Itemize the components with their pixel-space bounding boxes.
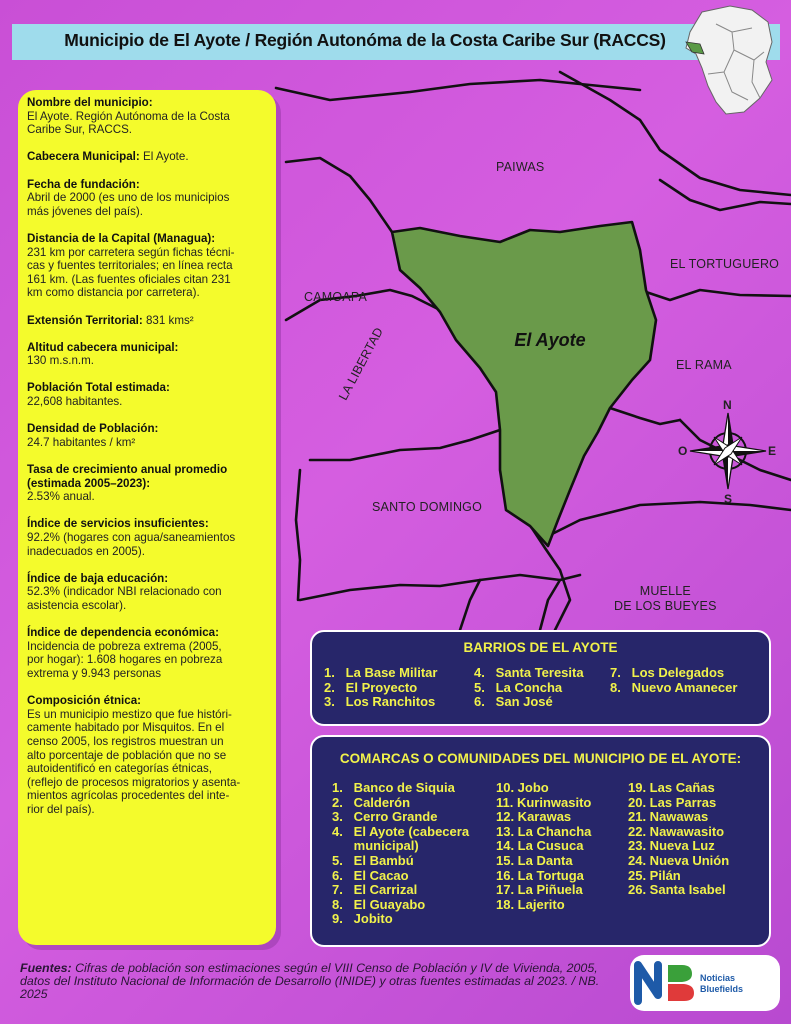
comarcas-column-1: [332, 781, 469, 927]
comarca-item: 19. Las Cañas: [628, 780, 715, 795]
compass-east: E: [768, 444, 777, 458]
comarca-item: 2. Calderón: [332, 794, 411, 810]
info-label: Índice de baja educación:: [27, 571, 169, 585]
comarca-item: 14. La Cusuca: [496, 838, 584, 854]
comarca-item: 21. Nawawas: [628, 809, 709, 825]
barrios-column-3: [610, 666, 737, 695]
info-label: Índice de servicios insuficientes:: [27, 517, 209, 531]
border-north-right: [560, 72, 791, 195]
border-santodomingo-south: [300, 575, 560, 600]
comarca-item: 8. El Guayabo: [332, 896, 426, 912]
region-label-paiwas: PAIWAS: [496, 160, 545, 174]
comarca-item: 7. El Carrizal: [332, 882, 418, 898]
info-section: [27, 96, 271, 137]
barrio-item: 2. El Proyecto: [324, 679, 418, 695]
comarca-item: 6. El Cacao: [332, 867, 409, 883]
info-label: Altitud cabecera municipal:: [27, 340, 179, 354]
region-label-muelle-de-los-bueyes: MUELLE DE LOS BUEYES: [614, 584, 717, 613]
info-label: Densidad de Población:: [27, 422, 159, 436]
border-paiwas-west: [286, 158, 392, 232]
comarcas-title: COMARCAS O COMUNIDADES DEL MUNICIPIO DE EL AYOTE:: [339, 751, 742, 766]
info-section: [27, 341, 271, 368]
sources-text: Cifras de población son estimaciones según el VIII Censo de Población y IV de Vivienda, 2005, datos del Instituto Nacional de Información de Desarrollo (INIDE) y otras fuentes estimadas al 2023. / NB. 2025: [20, 961, 600, 1002]
border-libertad-south: [310, 430, 500, 460]
barrio-item: 8. Nuevo Amanecer: [610, 679, 738, 695]
info-panel-content: [27, 96, 271, 830]
info-section: [27, 422, 271, 449]
comarca-item: 16. La Tortuga: [496, 867, 584, 883]
comarca-item: 23. Nueva Luz: [628, 838, 715, 854]
border-elrama-south: [610, 408, 680, 424]
info-label: Distancia de la Capital (Managua):: [27, 231, 216, 245]
info-value: 2.53% anual.: [27, 490, 95, 504]
region-label-camoapa: CAMOAPA: [304, 290, 367, 304]
info-section: [27, 381, 271, 408]
compass-north: N: [723, 398, 732, 412]
border-north-top: [276, 80, 640, 100]
comarca-item: 18. Lajerito: [496, 896, 565, 912]
barrio-item: 7. Los Delegados: [610, 665, 725, 680]
comarca-item: 15. La Danta: [496, 852, 573, 868]
region-label-la-libertad: LA LIBERTAD: [336, 325, 387, 403]
border-libertad-west: [296, 470, 300, 600]
comarca-item: 1. Banco de Siquia: [332, 780, 455, 795]
info-value: Es un municipio mestizo que fue históri- camente habitado por Misquitos. En el censo 2005, los registros muestran un alto porcentaje de población que no se autoidentificó en categorías étnicas, (reflejo de procesos migratorios y asenta- mientos agrícolas procedentes del inte- rior del país).: [27, 707, 241, 816]
info-section: [27, 178, 271, 219]
info-value: 130 m.s.n.m.: [27, 354, 95, 368]
nb-logo-mark: [634, 957, 698, 1009]
compass-west: O: [678, 444, 688, 458]
nb-logo: [630, 955, 780, 1011]
el-ayote-label: El Ayote: [514, 330, 586, 350]
comarca-item: 9. Jobito: [332, 911, 393, 927]
info-panel: [18, 90, 276, 945]
comarca-item: 17. La Piñuela: [496, 882, 583, 898]
info-section: [27, 314, 271, 328]
region-label-santo-domingo: SANTO DOMINGO: [372, 500, 483, 514]
info-value: 831 kms²: [142, 313, 194, 327]
barrio-item: 6. San José: [474, 694, 553, 710]
nb-logo-brand: Noticias Bluefields: [700, 973, 744, 994]
barrio-item: 4. Santa Teresita: [474, 665, 584, 680]
comarca-item: 25. Pilán: [628, 867, 681, 883]
info-label: Índice de dependencia económica:: [27, 626, 219, 640]
barrios-box: [310, 630, 771, 726]
comarca-item: 13. La Chancha: [496, 823, 592, 839]
comarca-item: 10. Jobo: [496, 780, 549, 795]
info-label: Composición étnica:: [27, 694, 142, 708]
info-value: 22,608 habitantes.: [27, 395, 123, 409]
info-value: Abril de 2000 (es uno de los municipios más jóvenes del país).: [27, 191, 230, 218]
info-label: Cabecera Municipal:: [27, 150, 140, 164]
comarcas-column-2: [496, 781, 591, 912]
info-label: Tasa de crecimiento anual promedio (estimada 2005–2023):: [27, 463, 228, 490]
el-ayote-polygon: [392, 222, 656, 546]
info-value: 231 km por carretera según fichas técni- cas y fuentes territoriales; en línea recta 161 km. (Las fuentes oficiales citan 231 km como distancia por carretera).: [27, 245, 235, 300]
sources-note: [20, 962, 610, 1002]
barrio-item: 3. Los Ranchitos: [324, 694, 436, 710]
info-section: [27, 150, 271, 164]
comarca-item: 22. Nawawasito: [628, 823, 725, 839]
comarca-item: 11. Kurinwasito: [496, 794, 592, 810]
info-value: El Ayote.: [139, 150, 189, 164]
border-muelle-north: [540, 502, 791, 540]
comarcas-column-3: [628, 781, 729, 898]
comarca-item: 20. Las Parras: [628, 794, 717, 810]
info-section: [27, 232, 271, 300]
comarca-item: 4. El Ayote (cabecera: [332, 823, 470, 839]
info-value: 92.2% (hogares con agua/saneamientos inadecuados en 2005).: [27, 531, 236, 558]
info-section: [27, 572, 271, 613]
info-value: 52.3% (indicador NBI relacionado con asistencia escolar).: [27, 585, 222, 612]
info-value: El Ayote. Región Autónoma de la Costa Caribe Sur, RACCS.: [27, 109, 230, 137]
border-bottom-center: [460, 580, 480, 630]
region-label-el-rama: EL RAMA: [676, 358, 732, 372]
barrio-item: 5. La Concha: [474, 679, 563, 695]
info-label: Extensión Territorial:: [27, 313, 143, 327]
comarca-item: 24. Nueva Unión: [628, 852, 730, 868]
barrios-column-2: [474, 666, 584, 710]
info-value: Incidencia de pobreza extrema (2005, por hogar): 1.608 hogares en pobreza extrema y 9.943 personas: [27, 639, 223, 680]
info-section: [27, 517, 271, 558]
barrios-column-1: [324, 666, 437, 710]
barrios-title: BARRIOS DE EL AYOTE: [463, 640, 618, 655]
info-section: [27, 463, 271, 504]
info-value: 24.7 habitantes / km²: [27, 435, 136, 449]
info-label: Fecha de fundación:: [27, 177, 140, 191]
info-section: [27, 694, 271, 816]
barrio-item: 1. La Base Militar: [324, 665, 438, 680]
region-label-el-tortuguero: EL TORTUGUERO: [670, 257, 780, 271]
sources-label: Fuentes:: [20, 961, 72, 975]
comarca-item: 3. Cerro Grande: [332, 809, 438, 825]
comarca-item: 12. Karawas: [496, 809, 572, 825]
compass-rose: [690, 413, 766, 489]
info-section: [27, 626, 271, 680]
compass-south: S: [724, 492, 733, 506]
comarcas-box: [310, 735, 771, 947]
border-tortuguero-south: [640, 290, 791, 300]
comarca-item: 26. Santa Isabel: [628, 882, 726, 898]
page-title: Municipio de El Ayote / Región Autonóma de la Costa Caribe Sur (RACCS): [64, 30, 666, 50]
info-label: Población Total estimada:: [27, 381, 170, 395]
comarca-item: 5. El Bambú: [332, 852, 414, 868]
comarca-item: municipal): [332, 838, 419, 854]
info-label: Nombre del municipio:: [27, 96, 153, 109]
